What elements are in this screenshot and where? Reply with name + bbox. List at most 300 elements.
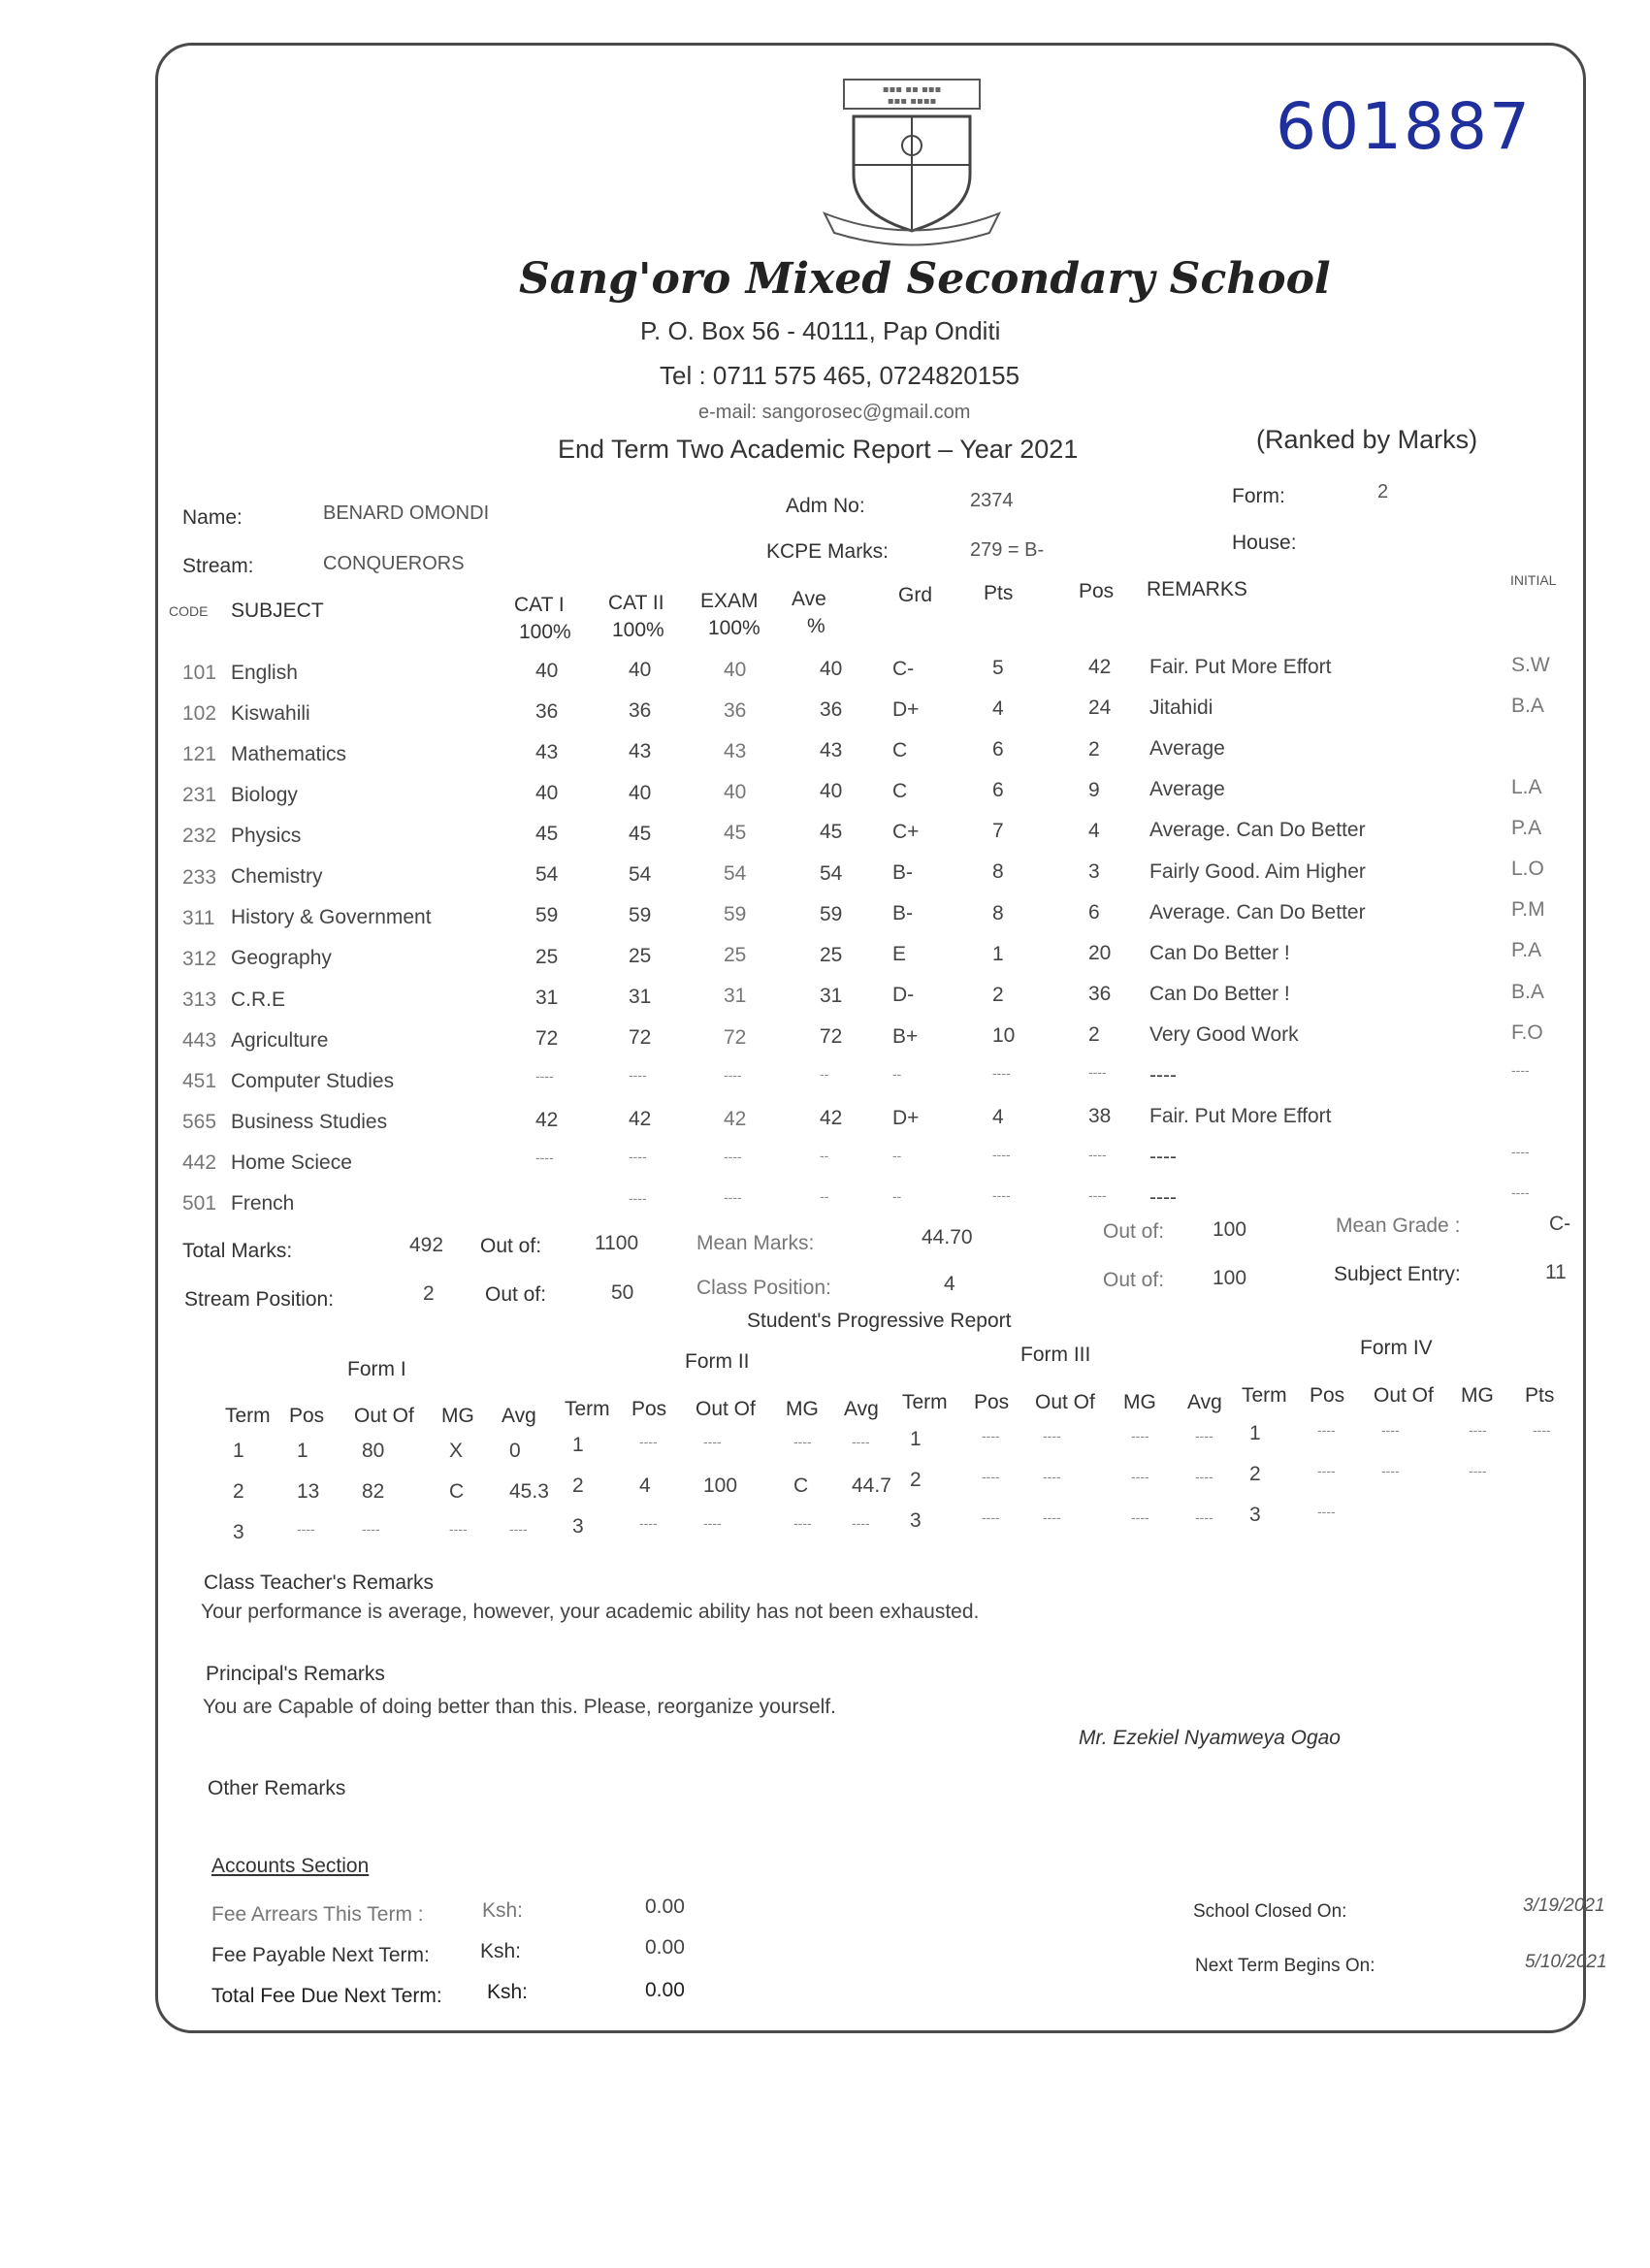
progress-cell: 2: [233, 1480, 244, 1503]
progress-cell: ----: [982, 1428, 1000, 1443]
cell-name: Home Sciece: [231, 1150, 352, 1174]
cell-ave: 40: [820, 658, 843, 681]
cell-exam: ----: [724, 1188, 742, 1205]
progress-cell: 3: [233, 1521, 244, 1543]
mean-grade-label: Mean Grade :: [1336, 1215, 1461, 1237]
cell-ave: --: [820, 1148, 829, 1164]
accounts-section-title: Accounts Section: [211, 1855, 370, 1877]
cell-exam: 42: [724, 1107, 747, 1130]
progress-cell: C: [793, 1474, 809, 1497]
name-label: Name:: [182, 506, 243, 529]
cell-grd: --: [892, 1065, 902, 1082]
cell-ave: 25: [820, 943, 843, 966]
cell-exam: 25: [724, 944, 747, 967]
school-address: P. O. Box 56 - 40111, Pap Onditi: [640, 316, 1001, 345]
stream-label: Stream:: [182, 555, 254, 577]
progress-col-header: Avg: [844, 1398, 879, 1420]
total-outof-label: Out of:: [480, 1235, 542, 1257]
cell-cat1: 43: [535, 741, 559, 764]
cell-pos: 36: [1088, 983, 1112, 1006]
cell-pts: 8: [992, 901, 1004, 924]
cell-name: Agriculture: [231, 1028, 329, 1052]
progress-cell: 2: [910, 1469, 922, 1491]
cell-initial: ----: [1511, 1143, 1530, 1159]
class-teacher-remarks: Your performance is average, however, your academic ability has not been exhausted.: [201, 1601, 980, 1623]
cell-initial: F.O: [1511, 1021, 1543, 1044]
cell-pts: ----: [992, 1147, 1011, 1163]
progress-cell: 1: [233, 1440, 244, 1462]
cell-name: French: [231, 1192, 295, 1215]
cell-initial: P.A: [1511, 939, 1542, 962]
principal-remarks: You are Capable of doing better than this. Please, reorganize yourself.: [203, 1696, 836, 1718]
progress-cell: ----: [1043, 1469, 1061, 1484]
progress-cell: ----: [449, 1521, 468, 1537]
progress-col-header: Out Of: [696, 1398, 756, 1420]
adm-label: Adm No:: [786, 495, 865, 517]
progress-col-header: MG: [1123, 1391, 1156, 1413]
progress-cell: 82: [362, 1480, 385, 1503]
school-name: Sang'oro Mixed Secondary School: [519, 254, 1331, 304]
progress-cell: 45.3: [509, 1480, 549, 1503]
cell-initial: S.W: [1511, 653, 1550, 676]
cell-ave: 43: [820, 739, 843, 762]
stream-position: 2: [423, 1282, 435, 1305]
cell-pos: 2: [1088, 1023, 1100, 1047]
progress-cell: ----: [509, 1521, 528, 1537]
cell-pts: 6: [992, 779, 1004, 802]
cell-pos: ----: [1088, 1064, 1107, 1081]
cell-exam: 31: [724, 985, 747, 1008]
class-position-label: Class Position:: [696, 1277, 831, 1299]
cell-cat1: 42: [535, 1108, 559, 1131]
cell-ave: --: [820, 1066, 829, 1083]
cell-name: C.R.E: [231, 988, 286, 1011]
cell-exam: 72: [724, 1025, 747, 1049]
cell-ave: 72: [820, 1024, 843, 1048]
cell-cat2: 31: [629, 986, 652, 1009]
cell-initial: ----: [1511, 1184, 1530, 1201]
cell-name: Computer Studies: [231, 1069, 395, 1092]
cell-ave: 31: [820, 984, 843, 1007]
cell-pts: 7: [992, 820, 1004, 843]
mean-marks-label: Mean Marks:: [696, 1232, 815, 1254]
cell-pos: ----: [1088, 1186, 1107, 1203]
cell-cat2: 36: [629, 699, 652, 723]
class-teacher-remarks-label: Class Teacher's Remarks: [204, 1571, 435, 1594]
cell-grd: C-: [892, 657, 915, 680]
progress-cell: ----: [1317, 1463, 1336, 1478]
progress-cell: C: [449, 1480, 465, 1503]
school-closed-date: 3/19/2021: [1523, 1895, 1605, 1916]
fee-arrears-currency: Ksh:: [482, 1899, 524, 1922]
progress-cell: 2: [1249, 1463, 1261, 1485]
cell-name: Kiswahili: [231, 701, 310, 725]
progress-col-header: Term: [225, 1405, 271, 1427]
cell-code: 312: [182, 947, 217, 970]
progress-cell: ----: [982, 1509, 1000, 1525]
school-crest-icon: [805, 68, 1019, 252]
cell-remark: ----: [1149, 1064, 1177, 1087]
cell-cat2: 43: [629, 740, 652, 763]
cell-grd: --: [892, 1147, 902, 1163]
cell-pts: 8: [992, 860, 1004, 884]
col-subject: SUBJECT: [231, 599, 324, 622]
progress-col-header: Avg: [1187, 1391, 1222, 1413]
cell-grd: --: [892, 1187, 902, 1204]
cell-cat2: 40: [629, 659, 652, 682]
cell-remark: Average. Can Do Better: [1149, 900, 1366, 923]
progress-cell: ----: [793, 1515, 812, 1531]
col-ave: Ave: [792, 588, 826, 610]
col-initial: INITIAL: [1510, 572, 1557, 588]
cell-remark: Can Do Better !: [1149, 941, 1290, 964]
cell-code: 121: [182, 743, 217, 766]
cell-cat1: 31: [535, 986, 559, 1009]
progress-cell: ----: [1131, 1469, 1149, 1484]
cell-name: Geography: [231, 947, 332, 970]
cell-remark: Average. Can Do Better: [1149, 819, 1366, 842]
cell-cat2: 25: [629, 944, 652, 967]
progress-col-header: Term: [565, 1398, 610, 1420]
cell-ave: 42: [820, 1107, 843, 1130]
progress-col-header: Pts: [1525, 1384, 1555, 1407]
cell-remark: ----: [1149, 1186, 1177, 1210]
progress-cell: ----: [982, 1469, 1000, 1484]
kcpe-marks: 279 = B-: [970, 539, 1045, 561]
cell-grd: D+: [892, 697, 920, 721]
progress-form-label: Form II: [685, 1350, 750, 1373]
cell-remark: Jitahidi: [1149, 697, 1213, 720]
house-label: House:: [1232, 532, 1297, 554]
progress-cell: ----: [362, 1521, 380, 1537]
cell-initial: ----: [1511, 1061, 1530, 1078]
cell-grd: B-: [892, 861, 913, 885]
col-pos: Pos: [1079, 580, 1115, 602]
cell-name: Mathematics: [231, 742, 347, 765]
cell-grd: C: [892, 738, 908, 761]
cell-ave: 36: [820, 698, 843, 722]
cell-cat2: ----: [629, 1067, 647, 1084]
principal-name: Mr. Ezekiel Nyamweya Ogao: [1079, 1727, 1341, 1749]
cell-pos: 2: [1088, 737, 1100, 761]
fee-payable-label: Fee Payable Next Term:: [211, 1944, 430, 1966]
cell-exam: 36: [724, 698, 747, 722]
cell-code: 443: [182, 1028, 217, 1052]
cell-code: 232: [182, 825, 217, 848]
progress-form-label: Form I: [347, 1358, 406, 1380]
cell-pos: 9: [1088, 778, 1100, 801]
progress-col-header: Pos: [1310, 1384, 1345, 1407]
progress-cell: ----: [1043, 1428, 1061, 1443]
cell-pos: 24: [1088, 697, 1112, 720]
subject-entry: 11: [1545, 1261, 1567, 1283]
progress-cell: ----: [1195, 1509, 1213, 1525]
cell-grd: C: [892, 779, 908, 802]
cell-ave: --: [820, 1188, 829, 1205]
progress-col-header: MG: [1461, 1384, 1494, 1407]
svg-text:▪▪▪ ▪▪ ▪▪▪: ▪▪▪ ▪▪ ▪▪▪: [882, 84, 942, 95]
cell-grd: B-: [892, 902, 913, 925]
cell-cat1: 45: [535, 823, 559, 846]
next-term-label: Next Term Begins On:: [1195, 1956, 1375, 1976]
col-remarks: REMARKS: [1147, 578, 1247, 600]
cell-initial: L.O: [1511, 858, 1544, 881]
progress-cell: ----: [1195, 1469, 1213, 1484]
cell-name: Chemistry: [231, 865, 323, 889]
fee-arrears: 0.00: [645, 1895, 685, 1918]
mean-marks: 44.70: [922, 1226, 973, 1248]
stream-outof-label: Out of:: [485, 1283, 547, 1306]
cell-code: 501: [182, 1192, 217, 1215]
cell-cat2: 42: [629, 1108, 652, 1131]
mean-grade: C-: [1549, 1213, 1571, 1235]
cell-initial: P.A: [1511, 817, 1542, 840]
cell-remark: Fair. Put More Effort: [1149, 656, 1332, 679]
progress-col-header: Out Of: [1374, 1384, 1434, 1407]
progress-cell: ----: [1317, 1422, 1336, 1438]
cell-cat1: 36: [535, 699, 559, 723]
ranked-note: (Ranked by Marks): [1256, 425, 1478, 454]
cell-grd: D-: [892, 984, 915, 1007]
cell-exam: 59: [724, 903, 747, 926]
cell-pos: 4: [1088, 819, 1100, 842]
progress-cell: ----: [703, 1434, 722, 1449]
cell-name: History & Government: [231, 906, 432, 929]
cell-pos: 20: [1088, 942, 1112, 965]
cell-exam: 43: [724, 739, 747, 762]
cell-ave: 59: [820, 902, 843, 925]
stream-position-label: Stream Position:: [184, 1288, 335, 1311]
progress-form-label: Form IV: [1360, 1337, 1433, 1359]
cell-grd: E: [892, 943, 907, 966]
cell-ave: 40: [820, 780, 843, 803]
cell-name: Business Studies: [231, 1110, 388, 1133]
progress-form-label: Form III: [1020, 1344, 1091, 1366]
progress-cell: ----: [1381, 1463, 1400, 1478]
col-ave-sub: %: [807, 615, 825, 637]
progress-col-header: Pos: [974, 1391, 1010, 1413]
school-email: e-mail: sangorosec@gmail.com: [698, 402, 971, 423]
progress-cell: 4: [639, 1474, 651, 1497]
cell-remark: Fairly Good. Aim Higher: [1149, 859, 1366, 883]
cell-grd: B+: [892, 1024, 919, 1048]
cell-cat1: 72: [535, 1026, 559, 1050]
cell-code: 565: [182, 1111, 217, 1134]
progress-cell: ----: [703, 1515, 722, 1531]
col-cat2: CAT II: [608, 592, 664, 614]
col-pts: Pts: [984, 582, 1014, 604]
progress-cell: ----: [297, 1521, 315, 1537]
kcpe-label: KCPE Marks:: [766, 540, 890, 563]
progress-cell: ----: [1131, 1509, 1149, 1525]
cell-pos: 6: [1088, 900, 1100, 923]
total-marks: 492: [409, 1234, 444, 1256]
stream-outof: 50: [611, 1281, 634, 1304]
total-outof: 1100: [595, 1232, 639, 1254]
cell-pts: 2: [992, 983, 1004, 1006]
progress-col-header: Pos: [289, 1405, 325, 1427]
progress-col-header: Term: [902, 1391, 948, 1413]
cell-remark: Average: [1149, 778, 1225, 801]
cell-cat2: 40: [629, 781, 652, 804]
cell-cat1: ----: [535, 1067, 554, 1084]
cell-remark: Average: [1149, 737, 1225, 761]
cell-cat2: 54: [629, 862, 652, 886]
cell-pts: 10: [992, 1023, 1016, 1047]
progress-cell: 80: [362, 1440, 385, 1462]
cell-ave: 45: [820, 821, 843, 844]
cell-pts: 5: [992, 656, 1004, 679]
cell-ave: 54: [820, 861, 843, 885]
cell-cat2: 59: [629, 903, 652, 926]
progress-cell: 1: [1249, 1422, 1261, 1444]
cell-remark: Fair. Put More Effort: [1149, 1105, 1332, 1128]
adm-number: 2374: [970, 490, 1014, 511]
progress-cell: 100: [703, 1474, 738, 1497]
cell-pts: 1: [992, 942, 1004, 965]
cell-grd: D+: [892, 1106, 920, 1129]
cell-pos: 38: [1088, 1105, 1112, 1128]
cell-cat2: 72: [629, 1026, 652, 1050]
cell-cat1: ----: [535, 1150, 554, 1166]
progress-cell: ----: [639, 1434, 658, 1449]
cell-name: Biology: [231, 784, 298, 806]
progress-cell: ----: [1043, 1509, 1061, 1525]
progress-cell: 1: [910, 1428, 922, 1450]
cell-grd: C+: [892, 821, 920, 843]
progress-col-header: MG: [441, 1405, 474, 1427]
cell-code: 102: [182, 702, 217, 726]
cell-code: 442: [182, 1151, 217, 1175]
progress-cell: 0: [509, 1440, 521, 1462]
progress-cell: 1: [572, 1434, 584, 1456]
progress-cell: ----: [852, 1515, 870, 1531]
school-closed-label: School Closed On:: [1193, 1901, 1347, 1922]
progress-cell: ----: [852, 1434, 870, 1449]
progress-cell: ----: [1131, 1428, 1149, 1443]
cell-remark: Very Good Work: [1149, 1022, 1299, 1046]
fee-arrears-label: Fee Arrears This Term :: [211, 1903, 424, 1926]
form-value: 2: [1377, 481, 1389, 502]
col-grd: Grd: [898, 584, 933, 606]
student-stream: CONQUERORS: [323, 553, 465, 574]
cell-cat1: 54: [535, 863, 559, 887]
class-outof-label: Out of:: [1103, 1269, 1165, 1291]
progress-cell: ----: [639, 1515, 658, 1531]
cell-initial: B.A: [1511, 694, 1544, 717]
cell-cat1: 59: [535, 904, 559, 927]
report-title: End Term Two Academic Report – Year 2021: [558, 435, 1079, 464]
progress-cell: 44.7: [852, 1474, 891, 1497]
cell-name: English: [231, 661, 298, 684]
cell-initial: B.A: [1511, 980, 1544, 1003]
cell-pos: 42: [1088, 656, 1112, 679]
svg-text:▪▪▪ ▪▪▪▪: ▪▪▪ ▪▪▪▪: [887, 96, 937, 107]
progress-col-header: Out Of: [1035, 1391, 1095, 1413]
principal-remarks-label: Principal's Remarks: [206, 1663, 385, 1685]
cell-cat2: 45: [629, 822, 652, 845]
cell-pos: 3: [1088, 859, 1100, 883]
fee-payable-currency: Ksh:: [480, 1940, 522, 1962]
subject-entry-label: Subject Entry:: [1334, 1263, 1461, 1285]
cell-pts: 6: [992, 738, 1004, 761]
cell-exam: 40: [724, 658, 747, 681]
cell-pts: 4: [992, 1106, 1004, 1129]
cell-pts: 4: [992, 697, 1004, 721]
total-marks-label: Total Marks:: [182, 1240, 293, 1262]
cell-cat2: ----: [629, 1189, 647, 1206]
total-fee-label: Total Fee Due Next Term:: [211, 1985, 442, 2007]
progress-cell: 13: [297, 1480, 320, 1503]
progress-cell: ----: [793, 1434, 812, 1449]
class-outof: 100: [1213, 1267, 1247, 1289]
progress-col-header: Pos: [631, 1398, 667, 1420]
handwritten-number: 601887: [1276, 89, 1532, 164]
total-fee: 0.00: [645, 1979, 685, 2001]
progress-title: Student's Progressive Report: [747, 1310, 1012, 1332]
progress-col-header: Avg: [501, 1405, 536, 1427]
cell-name: Physics: [231, 825, 302, 848]
total-fee-currency: Ksh:: [487, 1981, 529, 2003]
progress-cell: ----: [1317, 1504, 1336, 1519]
col-exam: EXAM: [700, 590, 759, 612]
progress-cell: 3: [572, 1515, 584, 1538]
cell-cat2: ----: [629, 1149, 647, 1165]
cell-code: 451: [182, 1070, 217, 1092]
cell-remark: ----: [1149, 1146, 1177, 1169]
col-cat1: CAT I: [514, 594, 565, 616]
cell-code: 311: [182, 906, 215, 929]
progress-col-header: Out Of: [354, 1405, 414, 1427]
cell-cat1: 40: [535, 782, 559, 805]
col-exam-sub: 100%: [708, 617, 760, 639]
col-cat1-sub: 100%: [519, 621, 571, 643]
school-telephone: Tel : 0711 575 465, 0724820155: [660, 361, 1020, 390]
cell-exam: 54: [724, 862, 747, 886]
cell-code: 233: [182, 865, 217, 889]
cell-pts: ----: [992, 1064, 1011, 1081]
cell-exam: ----: [724, 1066, 742, 1083]
progress-cell: ----: [1469, 1463, 1487, 1478]
cell-pts: ----: [992, 1187, 1011, 1204]
progress-cell: X: [449, 1440, 464, 1462]
cell-exam: 40: [724, 780, 747, 803]
form-label: Form:: [1232, 485, 1285, 507]
student-name: BENARD OMONDI: [323, 502, 490, 524]
cell-remark: Can Do Better !: [1149, 982, 1290, 1005]
col-code: CODE: [169, 603, 209, 619]
mean-outof-label: Out of:: [1103, 1220, 1165, 1243]
progress-cell: ----: [1381, 1422, 1400, 1438]
progress-cell: 3: [910, 1509, 922, 1532]
progress-cell: 3: [1249, 1504, 1261, 1526]
progress-col-header: Term: [1242, 1384, 1287, 1407]
cell-code: 313: [182, 988, 217, 1011]
cell-code: 101: [182, 662, 217, 684]
progress-cell: ----: [1195, 1428, 1213, 1443]
cell-initial: L.A: [1511, 776, 1542, 799]
other-remarks-label: Other Remarks: [208, 1777, 346, 1799]
cell-initial: P.M: [1511, 898, 1545, 922]
progress-cell: ----: [1533, 1422, 1551, 1438]
progress-cell: 1: [297, 1440, 308, 1462]
class-position: 4: [944, 1273, 955, 1295]
progress-cell: 2: [572, 1474, 584, 1497]
mean-outof: 100: [1213, 1218, 1247, 1241]
cell-exam: 45: [724, 822, 747, 845]
cell-pos: ----: [1088, 1146, 1107, 1162]
cell-cat1: 40: [535, 659, 559, 682]
